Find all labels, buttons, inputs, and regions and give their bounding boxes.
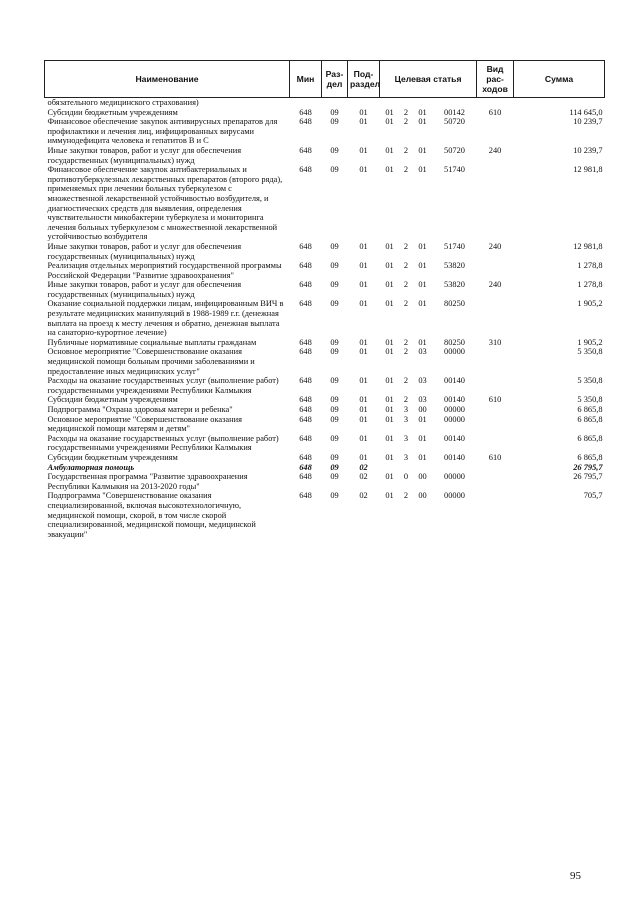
table-row: [45, 165, 605, 242]
table-row: [45, 491, 605, 539]
cell-vid: [477, 463, 514, 473]
cell-target-program: 01: [385, 299, 394, 309]
cell-target-subprogram: 0: [403, 472, 409, 482]
cell-sum: 6 865,8: [577, 405, 603, 414]
cell-sum: 6 865,8: [577, 414, 603, 424]
cell-razdel: 09: [330, 433, 339, 443]
cell-target-event: 01: [418, 280, 427, 290]
cell-target-program: 01: [385, 165, 394, 175]
table-row: [45, 299, 605, 337]
table-row: [45, 472, 605, 491]
cell-podrazdel: 01: [359, 261, 368, 271]
cell-target-event: 01: [418, 107, 427, 117]
cell-razdel: 09: [330, 280, 339, 290]
cell-vid: 610: [488, 395, 502, 405]
cell-name: Субсидии бюджетным учреждениям: [47, 107, 178, 117]
cell-vid: [477, 165, 514, 242]
cell-sum: 5 350,8: [577, 395, 603, 405]
cell-vid: [477, 405, 514, 415]
cell-target-direction: 50720: [444, 117, 465, 127]
cell-target-direction: [433, 98, 477, 108]
cell-target-event: 01: [418, 433, 427, 443]
cell-target-event: 01: [418, 414, 427, 424]
cell-name: Подпрограмма "Совершенствование оказания специализированной, включая высокотехнологичную, медицинской помощи, скорой, в том числе скорой специализированной, медицинской помощи, медицинской эвакуации": [47, 491, 256, 539]
cell-podrazdel: 01: [359, 337, 368, 347]
cell-vid: [477, 434, 514, 453]
cell-min: 648: [299, 117, 312, 127]
cell-razdel: 09: [330, 145, 339, 155]
cell-target-program: 01: [385, 376, 394, 386]
cell-target-program: 01: [385, 414, 394, 424]
cell-vid: 240: [488, 280, 502, 290]
cell-min: 648: [299, 376, 312, 386]
cell-target-direction: 80250: [444, 337, 465, 347]
table-row: [45, 108, 605, 118]
cell-sum: 1 905,2: [577, 299, 603, 309]
cell-razdel: 09: [330, 117, 339, 127]
cell-razdel: 09: [330, 414, 339, 424]
cell-target-subprogram: 2: [403, 376, 409, 386]
cell-razdel: [322, 98, 348, 108]
cell-vid: 240: [488, 145, 502, 155]
cell-target-subprogram: 2: [403, 117, 409, 127]
cell-podrazdel: 01: [359, 433, 368, 443]
cell-target-event: 03: [418, 376, 427, 386]
cell-razdel: 09: [330, 241, 339, 251]
cell-podrazdel: 01: [359, 299, 368, 309]
header-min: Мин: [290, 61, 322, 98]
cell-podrazdel: 01: [359, 376, 368, 386]
cell-sum: 114 645,0: [569, 107, 603, 117]
cell-podrazdel: 01: [359, 405, 368, 414]
table-row: [45, 405, 605, 415]
cell-target-direction: 00000: [444, 347, 465, 357]
cell-sum: 26 795,7: [573, 462, 603, 472]
cell-min: 648: [299, 107, 312, 117]
cell-razdel: 09: [330, 337, 339, 347]
cell-vid: 610: [488, 107, 502, 117]
cell-target-direction: 80250: [444, 299, 465, 309]
cell-razdel: 09: [330, 462, 339, 472]
cell-target-direction: 53820: [444, 261, 465, 271]
cell-name: Субсидии бюджетным учреждениям: [47, 395, 178, 405]
cell-vid: [477, 117, 514, 146]
cell-vid: 610: [488, 452, 502, 462]
cell-target-program: 01: [385, 280, 394, 290]
cell-name: Амбулаторная помощь: [47, 462, 135, 472]
cell-target-event: 00: [418, 491, 427, 501]
cell-target-program: 01: [385, 472, 394, 482]
cell-target-event: 03: [418, 395, 427, 405]
cell-razdel: 09: [330, 107, 339, 117]
table-row: [45, 261, 605, 280]
cell-name: Иные закупки товаров, работ и услуг для обеспечения государственных (муниципальных) нужд: [47, 241, 242, 261]
cell-min: 648: [299, 433, 312, 443]
cell-name: Расходы на оказание государственных услуг (выполнение работ) государственными учреждениями Республики Калмыкия: [47, 376, 279, 395]
cell-min: 648: [299, 414, 312, 424]
table-row: [45, 415, 605, 434]
cell-razdel: 09: [330, 299, 339, 309]
cell-target-program: 01: [385, 491, 394, 501]
table-body: [45, 98, 605, 540]
cell-name: Оказание социальной поддержки лицам, инфицированным ВИЧ в результате медицинских манипуляций в 1988-1989 г.г. (денежная выплата на проезд к месту лечения и обратно, денежная выплата на санаторно-курортное лечение): [47, 299, 284, 338]
cell-target-event: [413, 463, 433, 473]
cell-podrazdel: [348, 98, 380, 108]
cell-min: 648: [299, 165, 312, 175]
cell-sum: 10 239,7: [573, 145, 603, 155]
header-target: Целевая статья: [380, 61, 477, 98]
cell-target-direction: 00000: [444, 405, 465, 414]
cell-min: 648: [299, 462, 312, 472]
cell-sum: 5 350,8: [577, 347, 603, 357]
cell-vid: 240: [488, 241, 502, 251]
table-header: [45, 61, 605, 98]
cell-target-subprogram: 2: [403, 165, 409, 175]
cell-name: Реализация отдельных мероприятий государственной программы Российской Федерации "Развитие здравоохранения": [47, 261, 282, 280]
cell-target-program: 01: [385, 241, 394, 251]
cell-target-program: 01: [385, 337, 394, 347]
cell-target-subprogram: 2: [403, 337, 409, 347]
cell-name: Государственная программа "Развитие здравоохранения Республики Калмыкия на 2013-2020 годы": [47, 472, 248, 491]
cell-podrazdel: 01: [359, 347, 368, 357]
cell-target-program: 01: [385, 405, 394, 414]
cell-target-direction: 00140: [444, 395, 465, 405]
table-row: [45, 98, 605, 108]
cell-name: обязательного медицинского страхования): [47, 98, 199, 107]
cell-target-direction: 00000: [444, 414, 465, 424]
cell-min: 648: [299, 241, 312, 251]
cell-name: Подпрограмма "Охрана здоровья матери и ребенка": [47, 405, 233, 414]
table-row: [45, 242, 605, 261]
cell-target-direction: 00140: [444, 452, 465, 462]
cell-min: 648: [299, 405, 312, 414]
cell-target-program: 01: [385, 261, 394, 271]
cell-target-direction: 00140: [444, 376, 465, 386]
cell-target-subprogram: 2: [403, 261, 409, 271]
table-row: [45, 347, 605, 376]
cell-name: Иные закупки товаров, работ и услуг для обеспечения государственных (муниципальных) нужд: [47, 145, 242, 165]
cell-razdel: 09: [330, 405, 339, 414]
table-row: [45, 376, 605, 395]
cell-podrazdel: 01: [359, 145, 368, 155]
cell-target-program: 01: [385, 452, 394, 462]
header-name: Наименование: [45, 61, 290, 98]
cell-min: 648: [299, 337, 312, 347]
cell-razdel: 09: [330, 165, 339, 175]
cell-target-event: 01: [418, 241, 427, 251]
cell-target-subprogram: 2: [403, 491, 409, 501]
cell-target-subprogram: 3: [403, 414, 409, 424]
cell-target-program: 01: [385, 433, 394, 443]
cell-sum: 10 239,7: [573, 117, 603, 127]
header-sum: Сумма: [514, 61, 605, 98]
cell-podrazdel: 01: [359, 452, 368, 462]
cell-target-event: 01: [418, 165, 427, 175]
cell-min: [290, 98, 322, 108]
cell-sum: 1 905,2: [577, 337, 603, 347]
cell-target-event: [413, 98, 433, 108]
cell-razdel: 09: [330, 472, 339, 482]
table-row: [45, 463, 605, 473]
table-row: [45, 117, 605, 146]
cell-min: 648: [299, 347, 312, 357]
cell-target-event: 01: [418, 145, 427, 155]
cell-sum: [514, 98, 605, 108]
cell-target-subprogram: 2: [403, 395, 409, 405]
cell-target-event: 01: [418, 299, 427, 309]
cell-min: 648: [299, 280, 312, 290]
cell-sum: 12 981,8: [573, 241, 603, 251]
cell-target-direction: 00140: [444, 433, 465, 443]
cell-vid: [477, 472, 514, 491]
cell-target-program: 01: [385, 347, 394, 357]
budget-table: [44, 60, 605, 539]
table-row: [45, 280, 605, 299]
cell-target-program: 01: [385, 395, 394, 405]
cell-razdel: 09: [330, 261, 339, 271]
cell-target-subprogram: 3: [403, 452, 409, 462]
cell-podrazdel: 02: [359, 472, 368, 482]
cell-name: Финансовое обеспечение закупок антибактериальных и противотуберкулезных лекарственных препаратов (второго ряда), применяемых при лечении больных туберкулезом с множественной лекарственной устойчивостью возбудителя, и диагностических средств для выявления, определения чувствительности микобактерии туберкулеза и мониторинга лечения больных туберкулезом с множественной лекарственной устойчивостью возбудителя: [47, 165, 283, 242]
cell-vid: [477, 491, 514, 539]
cell-min: 648: [299, 261, 312, 271]
cell-target-program: 01: [385, 107, 394, 117]
cell-target-program: 01: [385, 145, 394, 155]
cell-sum: 1 278,8: [577, 280, 603, 290]
cell-podrazdel: 01: [359, 165, 368, 175]
cell-target-event: 01: [418, 261, 427, 271]
cell-vid: 310: [488, 337, 502, 347]
header-vid: Вид рас- ходов: [477, 61, 514, 98]
table-row: [45, 434, 605, 453]
cell-sum: 12 981,8: [573, 165, 603, 175]
cell-target-direction: 53820: [444, 280, 465, 290]
cell-target-subprogram: 2: [403, 107, 409, 117]
cell-razdel: 09: [330, 395, 339, 405]
cell-min: 648: [299, 491, 312, 501]
cell-target-direction: 00000: [444, 472, 465, 482]
cell-target-subprogram: 2: [403, 241, 409, 251]
cell-target-program: [380, 463, 400, 473]
cell-target-subprogram: 2: [403, 299, 409, 309]
cell-target-event: 01: [418, 452, 427, 462]
cell-podrazdel: 01: [359, 117, 368, 127]
cell-vid: [477, 347, 514, 376]
cell-podrazdel: 01: [359, 107, 368, 117]
header-razdel: Раз- дел: [322, 61, 348, 98]
cell-target-subprogram: 3: [403, 405, 409, 414]
cell-podrazdel: 02: [359, 491, 368, 501]
page-number: 95: [570, 870, 581, 882]
cell-vid: [477, 299, 514, 337]
cell-vid: [477, 415, 514, 434]
cell-razdel: 09: [330, 347, 339, 357]
cell-name: Иные закупки товаров, работ и услуг для обеспечения государственных (муниципальных) нужд: [47, 280, 242, 299]
cell-razdel: 09: [330, 376, 339, 386]
cell-name: Основное мероприятие "Совершенствование оказания медицинской помощи матерям и детям": [47, 414, 242, 434]
cell-sum: 705,7: [583, 491, 603, 501]
cell-vid: [477, 261, 514, 280]
cell-podrazdel: 01: [359, 414, 368, 424]
cell-target-direction: 50720: [444, 145, 465, 155]
cell-sum: 26 795,7: [573, 472, 603, 482]
cell-sum: 5 350,8: [577, 376, 603, 386]
cell-target-event: 01: [418, 117, 427, 127]
cell-name: Публичные нормативные социальные выплаты гражданам: [47, 337, 257, 347]
cell-min: 648: [299, 395, 312, 405]
cell-target-direction: 51740: [444, 241, 465, 251]
cell-name: Основное мероприятие "Совершенствование оказания медицинской помощи больным прочими заболеваниями и предоставление иных медицинских услуг": [47, 347, 255, 376]
cell-vid: [477, 376, 514, 395]
cell-podrazdel: 01: [359, 241, 368, 251]
cell-name: Расходы на оказание государственных услуг (выполнение работ) государственными учреждениями Республики Калмыкия: [47, 433, 279, 453]
cell-target-subprogram: [400, 463, 413, 473]
cell-target-program: 01: [385, 117, 394, 127]
cell-target-event: 00: [418, 405, 427, 414]
cell-min: 648: [299, 452, 312, 462]
cell-target-program: [380, 98, 400, 108]
cell-sum: 6 865,8: [577, 452, 603, 462]
cell-target-subprogram: 3: [403, 433, 409, 443]
cell-vid: [477, 98, 514, 108]
cell-razdel: 09: [330, 491, 339, 501]
table-row: [45, 395, 605, 405]
cell-name: Финансовое обеспечение закупок антивирусных препаратов для профилактики и лечения лиц, инфицированных вирусами иммунодефицита человека и гепатитов В и С: [47, 117, 278, 146]
cell-target-direction: [433, 463, 477, 473]
cell-razdel: 09: [330, 452, 339, 462]
cell-target-event: 03: [418, 347, 427, 357]
table-row: [45, 146, 605, 165]
cell-target-direction: 51740: [444, 165, 465, 175]
table-row: [45, 338, 605, 348]
table-row: [45, 453, 605, 463]
cell-sum: 1 278,8: [577, 261, 603, 271]
cell-target-subprogram: [400, 98, 413, 108]
cell-min: 648: [299, 472, 312, 482]
cell-sum: 6 865,8: [577, 433, 603, 443]
cell-target-direction: 00142: [444, 107, 465, 117]
cell-target-subprogram: 2: [403, 145, 409, 155]
cell-target-event: 00: [418, 472, 427, 482]
header-podrazdel: Под- раздел: [348, 61, 380, 98]
cell-name: Субсидии бюджетным учреждениям: [47, 452, 178, 462]
cell-target-direction: 00000: [444, 491, 465, 501]
cell-min: 648: [299, 145, 312, 155]
cell-min: 648: [299, 299, 312, 309]
cell-target-event: 01: [418, 337, 427, 347]
cell-target-subprogram: 2: [403, 347, 409, 357]
cell-podrazdel: 01: [359, 395, 368, 405]
cell-podrazdel: 01: [359, 280, 368, 290]
cell-target-subprogram: 2: [403, 280, 409, 290]
cell-podrazdel: 02: [359, 462, 368, 472]
